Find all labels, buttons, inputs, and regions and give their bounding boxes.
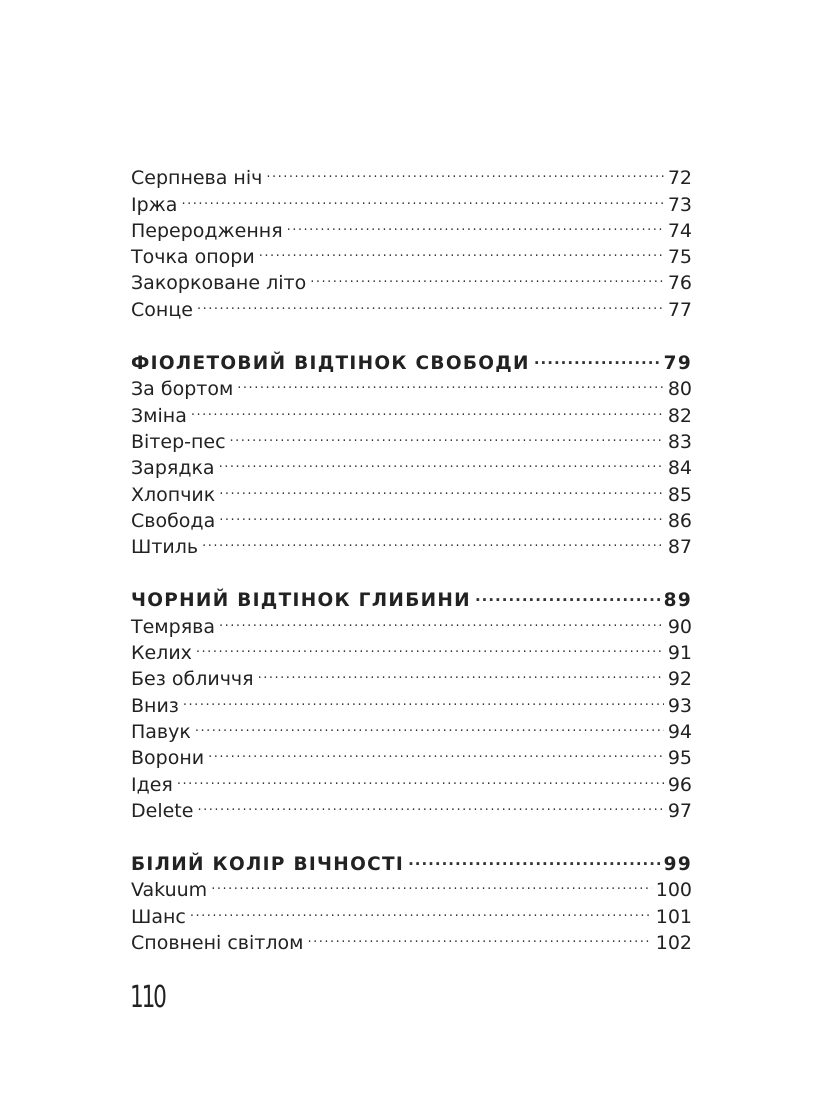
toc-leader-dots: [237, 369, 664, 395]
toc-section-page: 79: [663, 353, 692, 375]
toc-entry-title: Delete: [131, 799, 194, 822]
toc-entry-page: 93: [667, 694, 692, 717]
toc-entry-page: 96: [667, 773, 692, 796]
toc-entry: [131, 791, 692, 822]
toc-entry-page: 74: [667, 219, 692, 242]
toc-entry-title: Сповнені світлом: [131, 932, 304, 955]
toc-entry-title: Сонце: [131, 298, 193, 321]
toc-entry-page: 97: [667, 799, 692, 822]
toc-leader-dots: [177, 764, 664, 790]
toc-section-heading: [131, 580, 692, 612]
toc-entry: [131, 738, 692, 770]
toc-entry-page: 91: [667, 642, 692, 665]
toc-leader-dots: [259, 237, 664, 263]
toc-entry-page: 95: [667, 747, 692, 770]
toc-leader-dots: [534, 343, 660, 369]
toc-entry-page: 75: [667, 246, 692, 269]
toc-leader-dots: [208, 738, 664, 764]
toc-section-heading: [131, 343, 692, 375]
table-of-contents: [131, 158, 692, 955]
toc-leader-dots: [195, 712, 664, 738]
section-spacer: [131, 553, 692, 580]
toc-entry-title: Вітер-пес: [131, 430, 226, 453]
toc-entry-title: Темрява: [131, 615, 215, 638]
toc-leader-dots: [475, 580, 660, 606]
toc-leader-dots: [266, 158, 663, 184]
toc-entry-title: Без обличчя: [131, 668, 254, 691]
toc-entry: [131, 289, 692, 321]
toc-entry-title: Зміна: [131, 404, 187, 427]
section-spacer: [131, 817, 692, 844]
toc-leader-dots: [190, 896, 652, 922]
toc-entry-page: 101: [655, 905, 692, 928]
toc-entry: [131, 211, 692, 242]
toc-entry-title: Хлопчик: [131, 483, 216, 506]
toc-entry-page: 94: [667, 720, 692, 743]
toc-section-title: БІЛИЙ КОЛІР ВІЧНОСТІ: [131, 854, 405, 876]
toc-leader-dots: [230, 422, 664, 448]
toc-entry-title: Закорковане літо: [131, 272, 307, 295]
toc-leader-dots: [307, 923, 651, 949]
toc-entry: [131, 685, 692, 717]
section-spacer: [131, 316, 692, 343]
toc-entry-title: За бортом: [131, 378, 234, 401]
toc-entry-title: Ворони: [131, 747, 205, 770]
toc-entry-page: 77: [667, 298, 692, 321]
toc-entry: [131, 158, 692, 190]
toc-section-page: 89: [663, 590, 692, 612]
toc-leader-dots: [258, 659, 664, 685]
toc-section-title: ФІОЛЕТОВИЙ ВІДТІНОК СВОБОДИ: [131, 353, 530, 375]
toc-leader-dots: [219, 474, 664, 500]
toc-entry: [131, 712, 692, 743]
toc-entry-title: Іржа: [131, 193, 178, 216]
toc-leader-dots: [183, 685, 664, 711]
toc-leader-dots: [181, 184, 663, 210]
page-number: 110: [130, 980, 165, 1015]
toc-section-title: ЧОРНИЙ ВІДТІНОК ГЛИБИНИ: [131, 590, 471, 612]
toc-leader-dots: [202, 527, 664, 553]
toc-entry: [131, 633, 692, 665]
toc-entry-page: 102: [655, 932, 692, 955]
toc-entry-page: 83: [667, 430, 692, 453]
toc-entry-title: Павук: [131, 720, 191, 743]
toc-entry-page: 82: [667, 404, 692, 427]
toc-entry-title: Шанс: [131, 905, 186, 928]
toc-entry: [131, 896, 692, 928]
toc-entry-title: Штиль: [131, 536, 199, 559]
toc-leader-dots: [191, 395, 664, 421]
toc-entry-page: 80: [667, 378, 692, 401]
toc-entry: [131, 923, 692, 955]
toc-entry-title: Келих: [131, 642, 192, 665]
toc-leader-dots: [310, 263, 664, 289]
toc-entry-page: 76: [667, 272, 692, 295]
toc-entry: [131, 527, 692, 559]
toc-entry: [131, 870, 692, 902]
toc-entry-title: Серпнева ніч: [131, 167, 263, 190]
toc-leader-dots: [197, 289, 664, 315]
toc-entry-page: 100: [655, 879, 692, 902]
toc-entry: [131, 764, 692, 796]
toc-entry-page: 92: [667, 668, 692, 691]
toc-leader-dots: [211, 870, 652, 896]
toc-leader-dots: [219, 606, 664, 632]
toc-entry-title: Свобода: [131, 509, 216, 532]
toc-entry: [131, 184, 692, 216]
toc-section-heading: [131, 844, 692, 876]
toc-entry-page: 73: [667, 193, 692, 216]
toc-section-page: 99: [663, 854, 692, 876]
toc-leader-dots: [219, 448, 664, 474]
toc-entry-page: 84: [667, 457, 692, 480]
toc-entry-title: Vakuum: [131, 879, 208, 902]
toc-entry-page: 90: [667, 615, 692, 638]
toc-entry-title: Переродження: [131, 219, 283, 242]
toc-leader-dots: [219, 501, 664, 527]
toc-entry-page: 86: [667, 509, 692, 532]
toc-leader-dots: [287, 211, 664, 237]
toc-entry-title: Ідея: [131, 773, 173, 796]
toc-entry: [131, 422, 692, 453]
toc-entry: [131, 395, 692, 427]
toc-entry-page: 72: [667, 167, 692, 190]
toc-entry-title: Зарядка: [131, 457, 215, 480]
toc-leader-dots: [196, 633, 664, 659]
toc-leader-dots: [408, 844, 660, 870]
toc-entry-title: Вниз: [131, 694, 179, 717]
toc-entry-page: 87: [667, 536, 692, 559]
toc-entry-page: 85: [667, 483, 692, 506]
toc-leader-dots: [197, 791, 663, 817]
toc-entry: [131, 659, 692, 691]
toc-entry-title: Точка опори: [131, 246, 255, 269]
